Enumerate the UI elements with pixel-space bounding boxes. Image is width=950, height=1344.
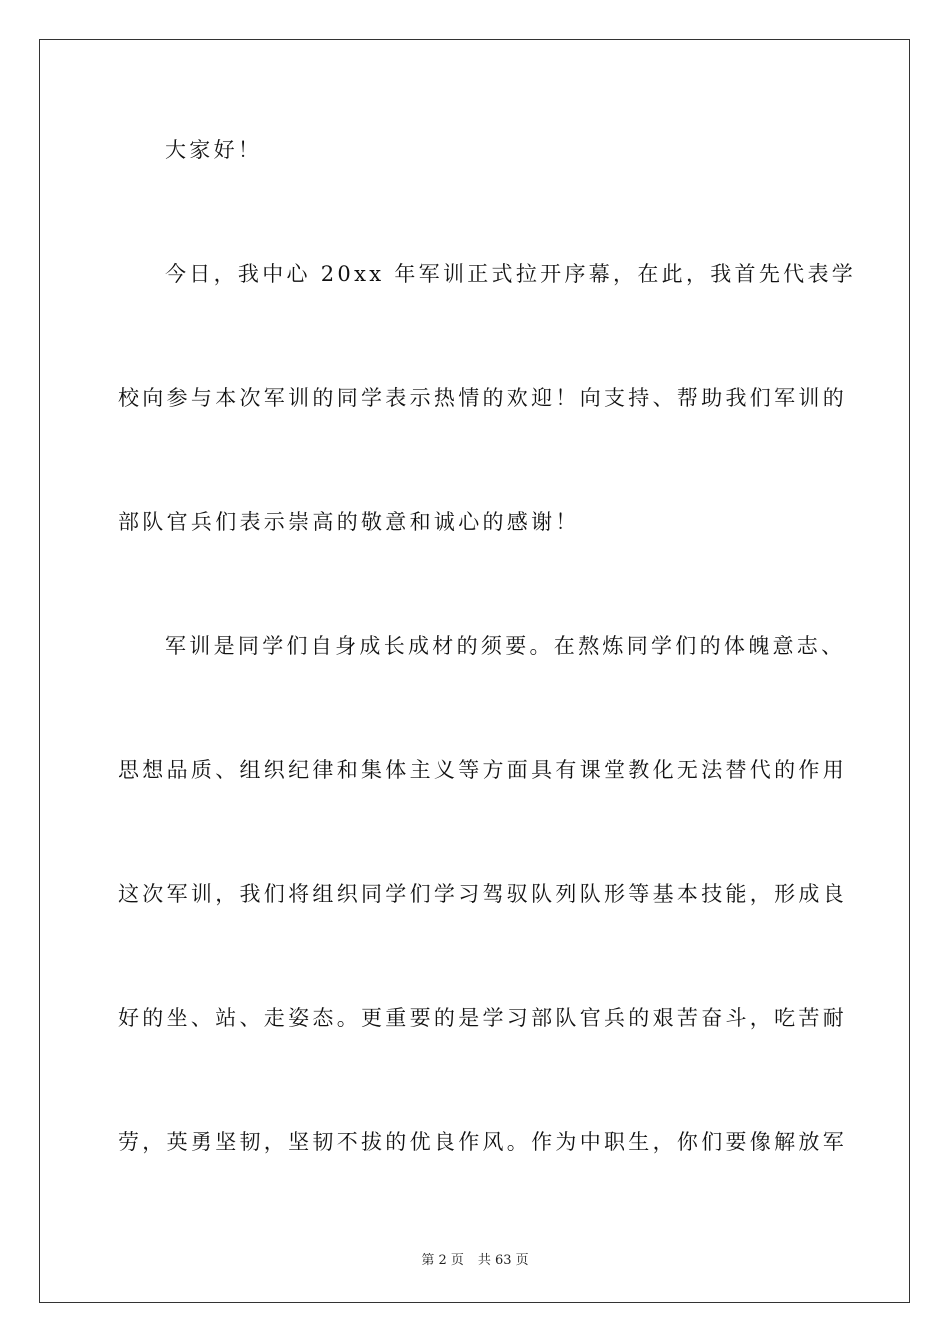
page-footer [0,1249,950,1268]
text-line: 思想品质、组织纪律和集体主义等方面具有课堂教化无法替代的作用 [118,758,847,782]
text-line: 今日，我中心 20xx 年军训正式拉开序幕，在此，我首先代表学 [165,262,857,286]
page-number: 第 2 页 [421,1253,464,1268]
text-line: 军训是同学们自身成长成材的须要。在熬炼同学们的体魄意志、 [165,634,846,658]
page-total: 共 63 页 [477,1253,529,1268]
text-line: 校向参与本次军训的同学表示热情的欢迎！向支持、帮助我们军训的 [118,386,847,410]
text-line: 这次军训，我们将组织同学们学习驾驭队列队形等基本技能，形成良 [118,882,847,906]
text-line: 好的坐、站、走姿态。更重要的是学习部队官兵的艰苦奋斗，吃苦耐 [118,1006,847,1030]
text-line: 部队官兵们表示崇高的敬意和诚心的感谢！ [118,510,580,534]
text-line: 劳，英勇坚韧，坚韧不拔的优良作风。作为中职生，你们要像解放军 [118,1130,847,1154]
page-frame [39,39,910,1303]
text-line-greeting: 大家好！ [165,138,263,162]
